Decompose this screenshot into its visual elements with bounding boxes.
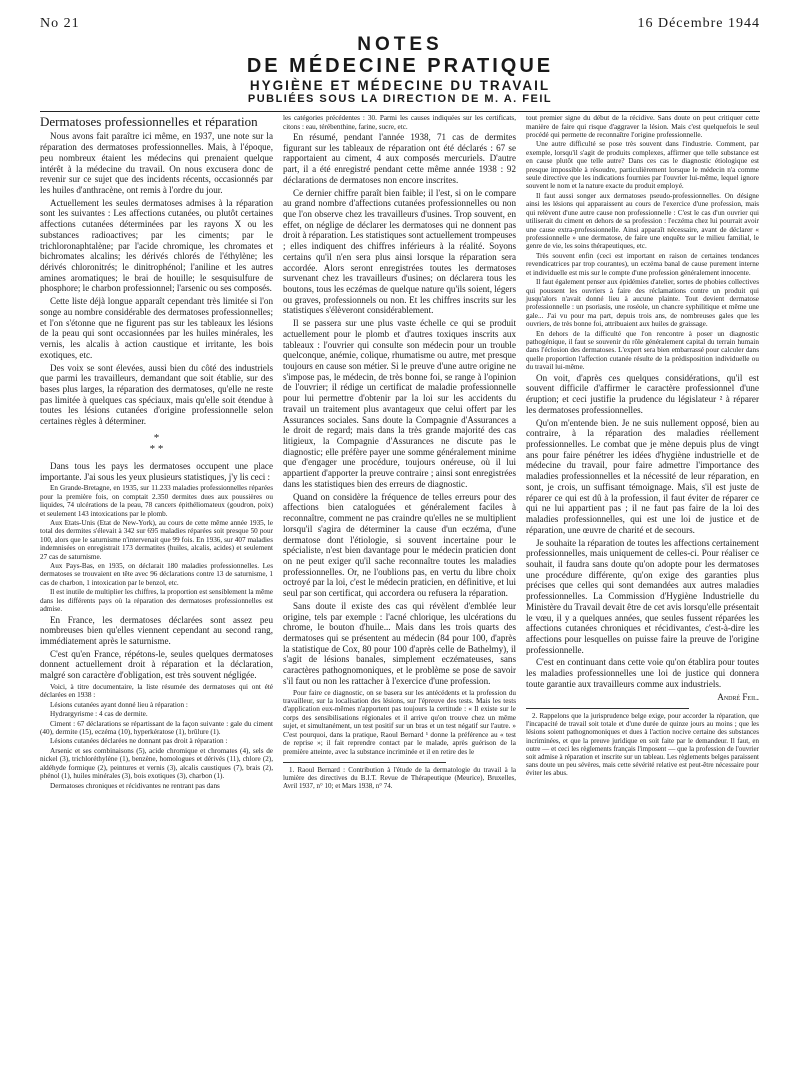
small-paragraph: Aux Etats-Unis (Etat de New-York), au cours de cette même année 1935, le total des dermites s'élevait à 342 sur 695 maladies réparées soit presque 50 pour 100, alors que le saturnisme n'intervenait que 99 fois. En 1936, sur 407 maladies indemnisées on enregistrait 173 dermatites (huiles, alcalis, acides) et seulement 27 cas de saturnisme. xyxy=(40,518,273,561)
paragraph: Quand on considère la fréquence de telles erreurs pour des affections bien cataloguées et généralement faciles à reconnaître, comment ne pas craindre qu'elles ne se multiplient lorsqu'il s'agira de déterminer la cause d'un eczéma, d'une dermatose dont l'étiologie, si souvent incertaine pour le spécialiste, n'est bien davantage pour le médecin praticien dont on ne peut exiger qu'il sache reconnaître toutes les maladies professionnelles. Or, ne l'oublions pas, en vertu du libre choix octroyé par la loi, c'est le médecin praticien, en définitive, et lui seul par son certificat, qui accordera ou refusera la réparation. xyxy=(283,491,516,599)
paragraph: Des voix se sont élevées, aussi bien du côté des industriels que parmi les travailleurs, demandant que soit établie, sur des bases plus larges, la réparation des dermatoses, qu'elle ne reste pas limitée à quelques cas spéciaux, mais qu'elle soit étendue à toutes les lésions cutanées d'origine professionnelle selon certaines règles à déterminer. xyxy=(40,362,273,427)
masthead xyxy=(40,34,760,105)
column-3 xyxy=(526,114,759,792)
section-separator xyxy=(40,433,273,455)
paragraph: Cette liste déjà longue apparaît cependant très limitée si l'on songe au nombre considérable des dermatoses professionnelles; et l'on s'étonne que ne figurent pas sur les tableaux les lésions de la peau qui sont occasionnées par les huiles minérales, les vernis, les alcalis à action caustique et irritante, les bois exotiques, etc. xyxy=(40,296,273,360)
small-paragraph: Il faut aussi songer aux dermatoses pseudo-professionnelles. On désigne ainsi les lésions qui apparaissent au cours de l'exercice d'une profession, mais qui relèvent d'une autre cause non professionnelle : C'est le cas d'un ouvrier qui utiliserait du ciment en dehors de sa profession : l'eczéma chez lui pourrait avoir une cause extra-professionnelle. Ainsi apparaît nécessaire, avant de déclarer « professionnelle » une dermatose, de faire une enquête sur le milieu familial, le genre de vie, les soins thérapeutiques, etc. xyxy=(526,191,759,251)
small-paragraph: Une autre difficulté se pose très souvent dans l'industrie. Comment, par exemple, lorsqu'il s'agit de produits complexes, affirmer que telle substance est en cause plutôt que telle autre? Dans ces cas le diagnostic étiologique est presque impossible à résoudre, particulièrement lorsque le médecin n'a comme seule directive que les indications fournies par l'ouvrier lui-même, lequel ignore souvent le nom et la nature exacte du produit employé. xyxy=(526,140,759,191)
paragraph: Sans doute il existe des cas qui révèlent d'emblée leur origine, tels par exemple : l'acné chlorique, les ulcérations du chrome, le bouton d'huile... Mais dans les trois quarts des dermatoses qui se présentent au médecin (84 pour 100, d'après la statistique de Cox, 80 pour 100 d'après celle de Bathelmy), il s'agit de lésions banales, simplement eczémateuses, sans caractères pathognomoniques, et le problème se pose de savoir s'il faut ou non les rattacher à l'exercice d'une profession. xyxy=(283,600,516,686)
issue-number: No 21 xyxy=(40,16,80,31)
small-paragraph: tout premier signe du début de la récidive. Sans doute on peut critiquer cette manière de faire qui risque d'aggraver la lésion. Mais c'est quelquefois le seul procédé qui permette de reconnaître l'origine professionnelle. xyxy=(526,114,759,139)
issue-date: 16 Décembre 1944 xyxy=(637,16,760,31)
small-paragraph: Il est inutile de multiplier les chiffres, la proportion est sensiblement la même dans les différents pays où la réparation des dermatoses professionnelles est admise. xyxy=(40,588,273,614)
masthead-rule xyxy=(40,111,760,112)
article-title: Dermatoses professionnelles et réparation xyxy=(40,114,258,130)
header-line xyxy=(40,16,760,32)
small-paragraph: Ciment : 67 déclarations se répartissant de la façon suivante : gale du ciment (40), dermite (15), eczéma (10), hyperkératose (1), brûlure (1). xyxy=(40,719,273,736)
footnote-2: 2. Rappelons que la jurisprudence belge exige, pour accorder la réparation, que l'incapacité de travail soit totale et d'une durée de quinze jours au moins ; que les lésions soient pathognomoniques et dues à l'action nocive certaine des substances incriminées, et que la preuve juridique en soit faite par le demandeur. Il faut, en outre — et ceci les règlements français l'imposent — que la profession de l'ouvrier soit admise à réparation et inscrite sur un tableau. Les règlements belges paraissent sans doute un peu sévères, mais cette sévérité relative est peut-être nécessaire pour éviter les abus. xyxy=(526,712,759,777)
separator-stars: * * xyxy=(149,442,164,455)
paragraph: En France, les dermatoses déclarées sont assez peu nombreuses bien qu'elles viennent cependant au second rang, immédiatement après le saturnisme. xyxy=(40,614,273,647)
small-paragraph: Arsenic et ses combinaisons (5), acide chromique et chromates (4), sels de nickel (3), trichloréthylène (1), benzène, homologues et dérivés (11), chlore (2), aldéhyde formique (2), peintures et vernis (3), alcalis caustiques (7), brais (2), phénol (1), huiles minérales (3), bois exotiques (3), charbon (1). xyxy=(40,746,273,781)
small-paragraph: Aux Pays-Bas, en 1935, on déclarait 180 maladies professionnelles. Les dermatoses se trouvaient en tête avec 96 déclarations contre 13 de saturnisme, 1 cas de charbon, 1 intoxication par le benzol, etc. xyxy=(40,562,273,587)
paragraph: Il se passera sur une plus vaste échelle ce qui se produit actuellement pour le plomb et d'autres toxiques inscrits aux tableaux : l'ouvrier qui consulte son médecin pour un trouble quelconque, anémie, colique, rhumatisme ou autre, met presque toujours en cause son métier. Si le preuve d'une autre origine ne s'impose pas, le médecin, de très bonne foi, se range à l'opinion de l'ouvrier; il rédige un certificat de maladie professionnelle pour lui permettre d'obtenir par la loi sur les accidents du travail un traitement plus avantageux que celui offert par les Assurances sociales. Sans doute la Compagnie d'Assurances a le droit de regard; mais dans la très grande majorité des cas litigieux, la Compagnie d'Assurances ne discute pas le diagnostic; elle préfère payer une somme généralement minime que d'engager une procédure, toujours onéreuse, où il lui appartient d'apporter la preuve contraire ; ainsi sont enregistrées dans les statistiques bien des erreurs de diagnostic. xyxy=(283,318,516,489)
author-signature: André Feil. xyxy=(717,691,759,702)
paragraph: Qu'on m'entende bien. Je ne suis nullement opposé, bien au contraire, à la réparation des maladies réellement professionnelles. Le combat que je mène depuis plus de vingt ans pour faire pénétrer les idées d'hygiène industrielle et de médecine du travail, pour faire admettre l'importance des maladies professionnelles et la nécessité de leur réparation, en sont, je crois, un suffisant témoignage. Mais, s'il est juste de réparer ce qui est dû à la profession, il faut éviter de réparer ce qui ne lui appartient pas ; il ne faut pas faire de la loi des maladies professionnelles, qui est une loi de justice et de réparation, une œuvre de charité et de secours. xyxy=(526,417,759,535)
footnote-1: 1. Raoul Bernard : Contribution à l'étude de la dermatologie du travail à la lumière des directives du B.I.T. Revue de Thérapeutique (Meurice), Bruxelles, Avril 1937, n° 10; et Mars 1938, n° 74. xyxy=(283,765,516,791)
paragraph: Actuellement les seules dermatoses admises à la réparation sont les suivantes : Les affections cutanées, ou plutôt certaines affections cutanées déterminées par les rayons X ou les substances radioactives; par les ciments; par le trichloronaphtalène; par l'acide chromique, les chromates et bichromates alcalins; les dérivés chlorés de l'éthylène; les dérivés chloronitrés; le dinitrophénol; l'aniline et les autres amines aromatiques; le brai de houille; le sesquisulfure de phosphore; le charbon professionnel; l'arsenic ou ses composés. xyxy=(40,197,273,294)
small-paragraph: En dehors de la difficulté que l'on rencontre à poser un diagnostic pathogénique, il faut se souvenir du rôle généralement capital du terrain humain dans l'éclosion des dermatoses. L'expert sera bien embarrassé pour calculer dans quelle proportion l'affection cutanée résulte de la prédisposition individuelle ou du travail lui-même. xyxy=(526,329,759,372)
small-paragraph: Lésions cutanées déclarées ne donnant pas droit à réparation : xyxy=(50,737,228,746)
masthead-line1: NOTES xyxy=(357,34,443,55)
small-paragraph: Lésions cutanées ayant donné lieu à réparation : xyxy=(50,700,188,709)
small-paragraph: Voici, à titre documentaire, la liste résumée des dermatoses qui ont été déclarées en 1938 : xyxy=(40,682,273,700)
footnote-rule xyxy=(283,762,446,763)
column-1 xyxy=(40,114,273,792)
small-paragraph: les catégories précédentes : 30. Parmi les causes indiquées sur les certificats, citons : eau, térébenthine, farine, sucre, etc. xyxy=(283,114,516,131)
footnote-rule xyxy=(526,708,689,709)
masthead-line3: HYGIÈNE ET MÉDECINE DU TRAVAIL xyxy=(249,77,551,93)
small-paragraph: Il faut également penser aux épidémies d'atelier, sortes de phobies collectives qui poussent les ouvriers à faire des réclamations contre un produit qui jusqu'alors n'avait donné lieu à aucune plainte. Tout devient dermatose professionnelle : un psoriasis, une roséole, un chancre syphilitique et même une gale... J'ai vu pour ma part, depuis trois ans, de nombreuses gales que les ouvriers, de très bonne foi, attribuaient aux huiles de graissage. xyxy=(526,278,759,329)
article-columns xyxy=(40,114,760,792)
small-paragraph: En Grande-Bretagne, en 1935, sur 11.233 maladies professionnelles réparées pour la première fois, on comptait 2.350 dermites dues aux poussières ou liquides, 74 ulcérations de la peau, 78 cancers épithéliomateux (goudron, poix) et seulement 143 intoxications par le plomb. xyxy=(40,484,273,518)
small-paragraph: Dermatoses chroniques et récidivantes ne rentrant pas dans xyxy=(50,781,220,790)
separator-star: * xyxy=(153,431,160,444)
paragraph: Ce dernier chiffre paraît bien faible; il l'est, si on le compare au grand nombre d'affections cutanées professionnelles ou non que l'on observe chez les travailleurs d'usines. Trop souvent, en effet, on néglige de déclarer les dermatoses qui ne donnent pas droit à réparation. Les statistiques sont actuellement trompeuses ; elles indiquent des chiffres inférieurs à la réalité. Soyons certains qu'il n'en sera plus ainsi lorsque la réparation sera accordée. Alors seront enregistrées toutes les dermatoses survenant chez les travailleurs d'usines; on déclarera tous les boutons, tous les eczémas de quelque nature qu'ils soient, légers ou graves, professionnels ou non. Et les chiffres inscrits sur les statistiques s'élèveront considérablement. xyxy=(283,187,516,316)
paragraph: Je souhaite la réparation de toutes les affections certainement professionnelles, mais uniquement de celles-ci. Pour réaliser ce souhait, il faudra sans doute qu'on adopte pour les dermatoses une procédure différente, qu'on exige des garanties plus précises que celles qui sont demandées aux autres maladies professionnelles. La Commission d'Hygiène Industrielle du Ministère du Travail devait être de cet avis lorsqu'elle présentait le vœu, il y a quelques années, que seules fussent réparées les affections cutanées chroniques et récidivantes, c'est-à-dire les affections pour lesquelles on puisse faire la preuve de l'origine professionnelle. xyxy=(526,537,759,655)
masthead-line2: DE MÉDECINE PRATIQUE xyxy=(246,55,554,78)
column-2 xyxy=(283,114,516,792)
paragraph: On voit, d'après ces quelques considérations, qu'il est souvent difficile d'affirmer le caractère professionnel d'une éruption; et ceci justifie la prudence du législateur ² à réparer les dermatoses professionnelles. xyxy=(526,372,759,415)
paragraph: En résumé, pendant l'année 1938, 71 cas de dermites figurant sur les tableaux de réparation ont été déclarés : 67 se rapportaient au ciment, 4 aux composés mercuriels. D'autre part, il a été enregistré pendant cette même année 1938 : 92 déclarations de dermatoses non encore inscrites. xyxy=(283,131,516,185)
small-paragraph: Pour faire ce diagnostic, on se basera sur les antécédents et la profession du travailleur, sur la localisation des lésions, sur l'épreuve des tests. Mais les tests d'application eux-mêmes n'apportent pas toujours la certitude : « Il existe sur le corps des sensibilisations régionales et il arrive qu'on trouve chez un même sujet, et simultanément, un test positif sur un bras et un test négatif sur l'autre. » C'est pourquoi, dans la pratique, Raoul Bernard ¹ donne la préférence au « test de reprise »; il fait reprendre contact par le malade, après guérison de la première atteinte, avec la substance incriminée et il en retire des le xyxy=(283,688,516,756)
small-paragraph: Très souvent enfin (ceci est important en raison de certaines tendances revendicatrices par trop courantes), un eczéma banal de cause purement interne et individuelle est mis sur le compte d'une profession généralement innocente. xyxy=(526,251,759,277)
paragraph: Nous avons fait paraître ici même, en 1937, une note sur la réparation des dermatoses professionnelles. Mais, à l'époque, peu nombreux étaient les médecins qui prenaient quelque intérêt à la médecine du travail. On nous excusera donc de revenir sur ce sujet que des incidents récents, occasionnés par les huiles d'anthracène, ont remis à l'ordre du jour. xyxy=(40,131,273,195)
masthead-line4: PUBLIÉES SOUS LA DIRECTION DE M. A. FEIL xyxy=(247,92,553,105)
paragraph: C'est en continuant dans cette voie qu'on établira pour toutes les maladies professionnelles une loi de justice qui donnera toute garantie aux travailleurs comme aux industriels. xyxy=(526,657,759,689)
small-paragraph: Hydrargyrisme : 4 cas de dermite. xyxy=(50,710,148,719)
paragraph: C'est qu'en France, répétons-le, seules quelques dermatoses donnent actuellement droit à réparation et la déclaration, malgré son caractère d'obligation, est très souvent négligée. xyxy=(40,648,273,681)
paragraph: Dans tous les pays les dermatoses occupent une place importante. J'ai sous les yeux plusieurs statistiques, j'y lis ceci : xyxy=(40,460,273,482)
